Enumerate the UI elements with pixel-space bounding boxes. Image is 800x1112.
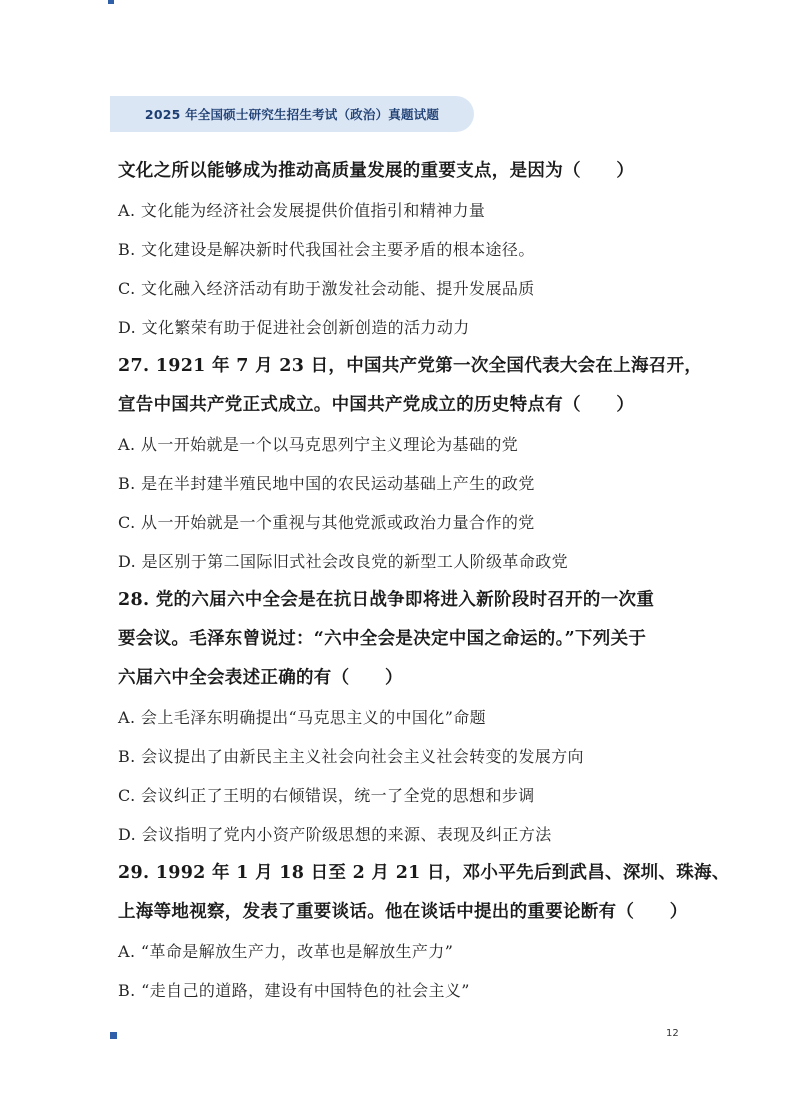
question-stem: 27. 1921 年 7 月 23 日，中国共产党第一次全国代表大会在上海召开， bbox=[118, 356, 703, 376]
answer-option: B. 会议提出了由新民主主义社会向社会主义社会转变的发展方向 bbox=[118, 747, 584, 766]
answer-option: A. “革命是解放生产力，改革也是解放生产力” bbox=[118, 942, 454, 961]
answer-option: D. 是区别于第二国际旧式社会改良党的新型工人阶级革命政党 bbox=[118, 552, 569, 571]
question-stem: 文化之所以能够成为推动高质量发展的重要支点，是因为（ ） bbox=[118, 161, 635, 181]
answer-option: B. 文化建设是解决新时代我国社会主要矛盾的根本途径。 bbox=[118, 240, 535, 259]
answer-option: B. “走自己的道路，建设有中国特色的社会主义” bbox=[118, 981, 470, 1000]
answer-option: A. 会上毛泽东明确提出“马克思主义的中国化”命题 bbox=[118, 708, 487, 727]
question-stem: 28. 党的六届六中全会是在抗日战争即将进入新阶段时召开的一次重 bbox=[118, 590, 655, 610]
question-stem: 宣告中国共产党正式成立。中国共产党成立的历史特点有（ ） bbox=[118, 395, 635, 415]
answer-option: C. 会议纠正了王明的右倾错误，统一了全党的思想和步调 bbox=[118, 786, 535, 805]
page-title: 2025 年全国硕士研究生招生考试（政治）真题试题 bbox=[144, 107, 440, 122]
question-stem: 六届六中全会表述正确的有（ ） bbox=[118, 668, 403, 688]
answer-option: D. 会议指明了党内小资产阶级思想的来源、表现及纠正方法 bbox=[118, 825, 552, 844]
answer-option: C. 从一开始就是一个重视与其他党派或政治力量合作的党 bbox=[118, 513, 535, 532]
answer-option: C. 文化融入经济活动有助于激发社会动能、提升发展品质 bbox=[118, 279, 535, 298]
answer-option: D. 文化繁荣有助于促进社会创新创造的活力动力 bbox=[118, 318, 470, 337]
question-stem: 上海等地视察，发表了重要谈话。他在谈话中提出的重要论断有（ ） bbox=[118, 902, 688, 922]
answer-option: A. 从一开始就是一个以马克思列宁主义理论为基础的党 bbox=[118, 435, 519, 454]
question-stem: 29. 1992 年 1 月 18 日至 2 月 21 日，邓小平先后到武昌、深圳、珠海、 bbox=[118, 863, 730, 883]
top-corner-mark bbox=[108, 0, 114, 4]
question-stem: 要会议。毛泽东曾说过：“六中全会是决定中国之命运的。”下列关于 bbox=[118, 629, 647, 649]
answer-option: A. 文化能为经济社会发展提供价值指引和精神力量 bbox=[118, 201, 486, 220]
question-content bbox=[118, 152, 730, 1010]
footer-square-icon bbox=[110, 1032, 117, 1039]
header-band bbox=[110, 96, 474, 132]
page-number: 12 bbox=[666, 1028, 679, 1039]
answer-option: B. 是在半封建半殖民地中国的农民运动基础上产生的政党 bbox=[118, 474, 535, 493]
